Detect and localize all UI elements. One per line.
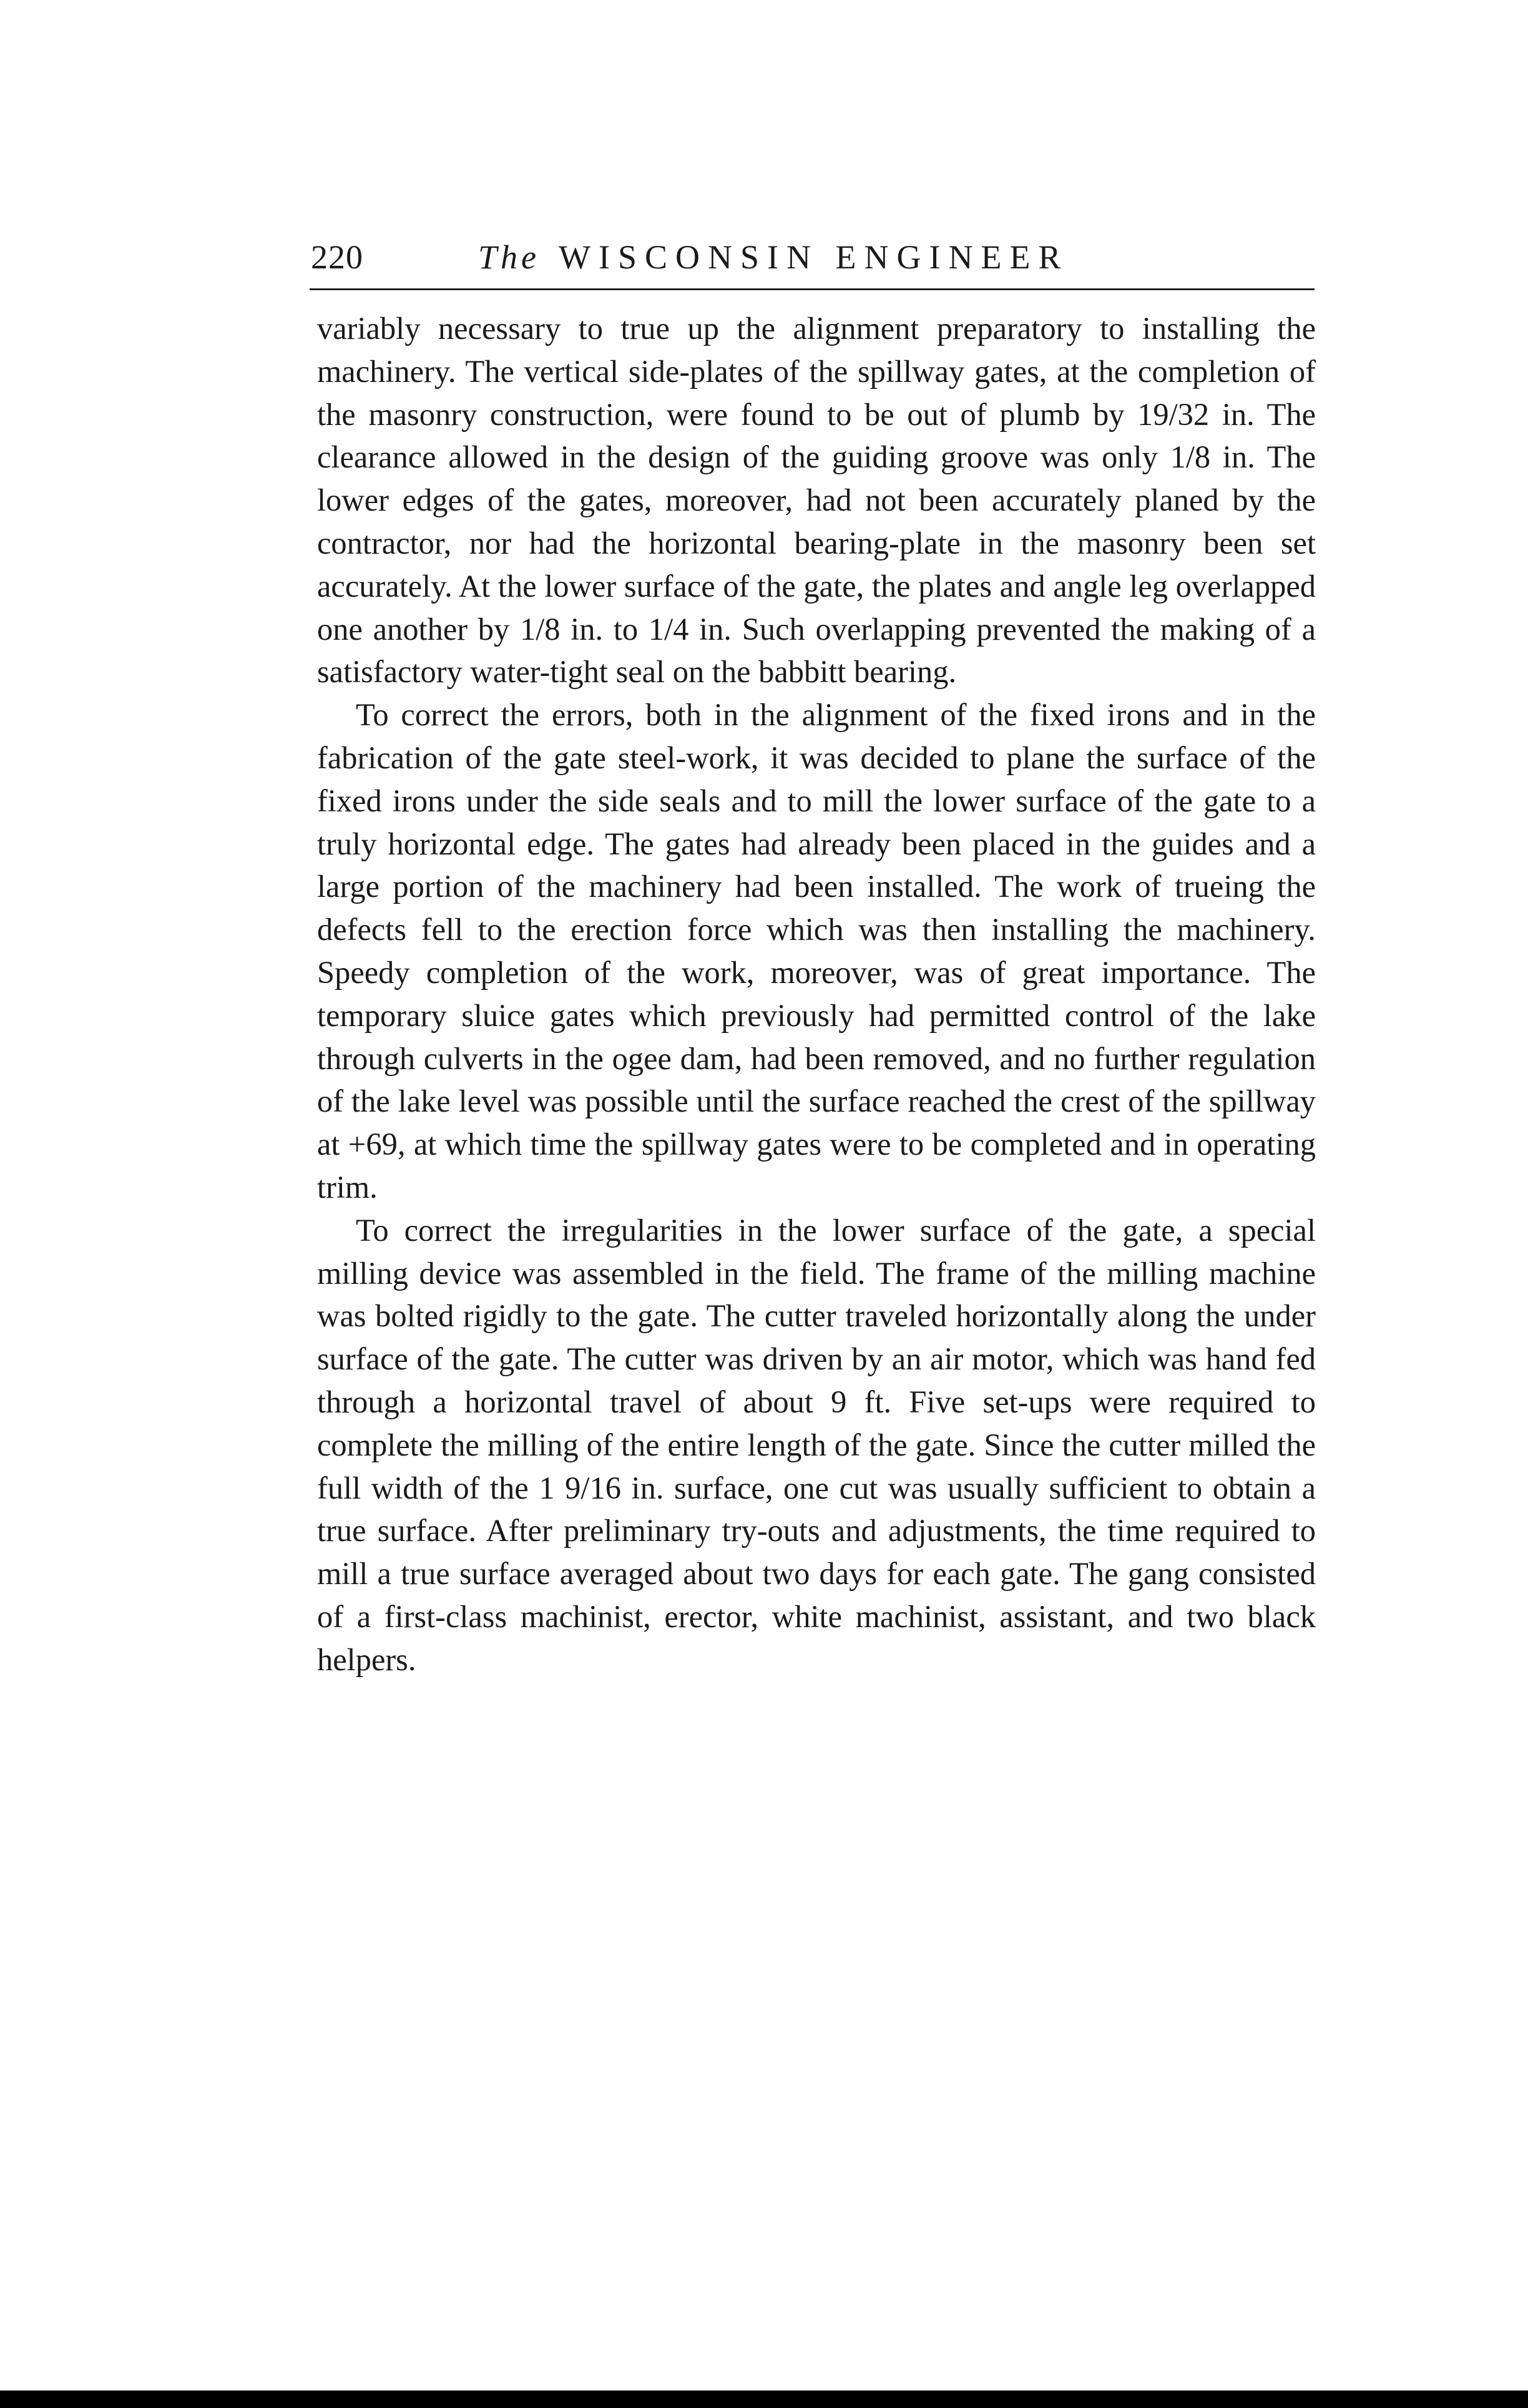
- journal-title-the: The: [478, 238, 540, 276]
- article-body: [317, 307, 1316, 1681]
- journal-title-name: WISCONSIN ENGINEER: [559, 238, 1069, 276]
- paragraph-continued: variably necessary to true up the alignment preparatory to installing the machinery. The vertical side-plates of the spillway gates, at the completion of the masonry construction, were found to be out of plumb by 19/32 in. The clearance allowed in the design of the guiding groove was only 1/8 in. The lower edges of the gates, moreover, had not been accurately planed by the contractor, nor had the horizontal bearing-plate in the masonry been set accurately. At the lower surface of the gate, the plates and angle leg overlapped one another by 1/8 in. to 1/4 in. Such overlapping prevented the making of a satisfactory water-tight seal on the babbitt bearing.: [317, 311, 1316, 690]
- scan-edge-band: [0, 2391, 1528, 2408]
- header-rule: [310, 288, 1315, 290]
- running-head: [311, 232, 1316, 282]
- page-number: 220: [311, 238, 363, 276]
- journal-title: [478, 232, 1069, 282]
- paragraph-correct-errors: To correct the errors, both in the alignment of the fixed irons and in the fabrication of the gate steel-work, it was decided to plane the surface of the fixed irons under the side seals and to mill the lower surface of the gate to a truly horizontal edge. The gates had already been placed in the guides and a large portion of the machinery had been installed. The work of trueing the defects fell to the erection force which was then installing the machinery. Speedy completion of the work, moreover, was of great importance. The temporary sluice gates which previously had permitted control of the lake through culverts in the ogee dam, had been removed, and no further regulation of the lake level was possible until the surface reached the crest of the spillway at +69, at which time the spillway gates were to be completed and in operating trim.: [317, 697, 1316, 1205]
- paragraph-milling-device: To correct the irregularities in the lower surface of the gate, a special milling device was assembled in the field. The frame of the milling machine was bolted rigidly to the gate. The cutter traveled horizontally along the under surface of the gate. The cutter was driven by an air motor, which was hand fed through a horizontal travel of about 9 ft. Five set-ups were required to complete the milling of the entire length of the gate. Since the cutter milled the full width of the 1 9/16 in. surface, one cut was usually sufficient to obtain a true surface. After preliminary try-outs and adjustments, the time required to mill a true surface averaged about two days for each gate. The gang consisted of a first-class machinist, erector, white machinist, assistant, and two black helpers.: [317, 1212, 1316, 1677]
